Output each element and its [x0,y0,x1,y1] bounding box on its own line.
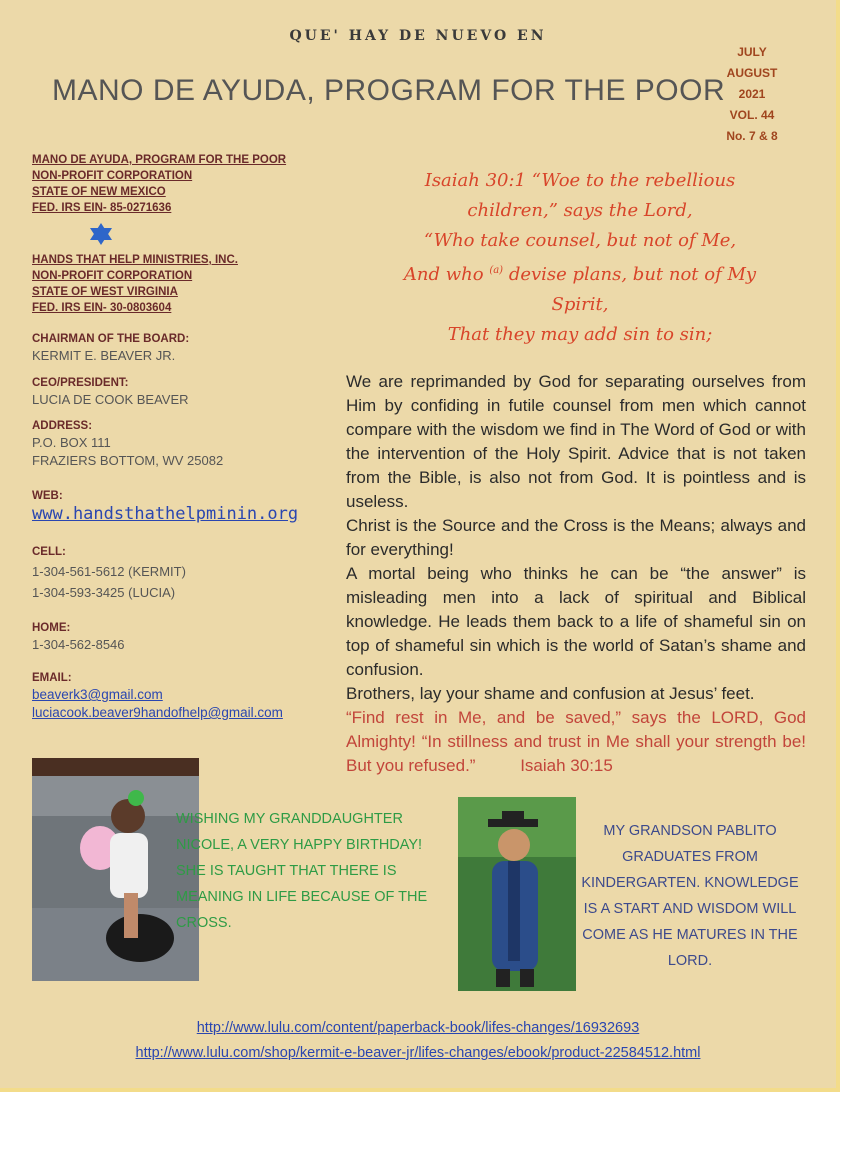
org1-line: NON-PROFIT CORPORATION [32,170,193,182]
verse-line: That they may add sin to sin; [447,324,713,345]
verse-footnote: (a) [489,265,504,276]
org1-line: MANO DE AYUDA, PROGRAM FOR THE POOR [32,154,287,166]
grandson-photo [458,797,576,991]
book-link-ebook[interactable]: http://www.lulu.com/shop/kermit-e-beaver-jr/lifes-changes/ebook/product-22584512.html [135,1045,701,1061]
web-label: WEB: [32,490,63,502]
home-phone: 1-304-562-8546 [32,637,125,652]
quote-text: “Find rest in Me, and be saved,” says the LORD, God Almighty! “In stillness and trust in Me shall your strength be! But you refused.” [346,708,806,775]
email-link[interactable]: luciacook.beaver9handofhelp@gmail.com [32,705,283,720]
scripture-verse [350,166,810,350]
issue-info [712,42,792,147]
verse-line: “Who take counsel, but not of Me, [423,230,737,251]
verse-line: children,” says the Lord, [467,200,693,221]
quote-reference: Isaiah 30:15 [520,756,613,775]
email-link[interactable]: beaverk3@gmail.com [32,687,163,702]
org1-line: STATE OF NEW MEXICO [32,186,166,198]
email-block [32,670,332,722]
org2-line: HANDS THAT HELP MINISTRIES, INC. [32,254,238,266]
address-block [32,418,327,470]
cell-block [32,544,327,602]
address-line: FRAZIERS BOTTOM, WV 25082 [32,453,224,468]
address-label: ADDRESS: [32,420,93,432]
issue-month-2: AUGUST [726,66,778,80]
cell-phone: 1-304-561-5612 (KERMIT) [32,564,186,579]
book-link-paperback[interactable]: http://www.lulu.com/content/paperback-book/lifes-changes/16932693 [196,1020,640,1036]
address-line: P.O. BOX 111 [32,435,111,450]
page-title: MANO DE AYUDA, PROGRAM FOR THE POOR [52,74,726,107]
sidebar-org-1 [32,152,327,216]
website-link[interactable]: www.handsthathelpminin.org [32,504,299,524]
verse-line: devise plans, but not of My [508,264,757,285]
ceo-label: CEO/PRESIDENT: [32,377,129,389]
chairman-label: CHAIRMAN OF THE BOARD: [32,333,190,345]
star-of-david-icon [88,222,114,246]
email-label: EMAIL: [32,672,72,684]
verse-line: Isaiah 30:1 “Woe to the rebellious [424,170,736,191]
newsletter-kicker: QUE' HAY DE NUEVO EN [289,28,547,44]
issue-number: No. 7 & 8 [726,129,778,143]
ceo-block [32,375,327,409]
article-body [346,370,806,778]
home-label: HOME: [32,622,71,634]
issue-volume: VOL. 44 [729,108,775,122]
verse-line: Spirit, [551,294,609,315]
chairman-block [32,331,327,365]
granddaughter-photo [32,758,199,981]
cell-phone: 1-304-593-3425 (LUCIA) [32,585,176,600]
sidebar-org-2 [32,252,327,316]
web-block [32,488,327,524]
verse-line: And who [403,264,484,285]
body-paragraph: We are reprimanded by God for separating ourselves from Him by confiding in futile counsel from men which cannot compare with the wisdom we find in The Word of God or with the intervention of the Holy Spirit. Advice that is not taken from the Bible, is also not from God. It is pointless and is useless. [346,372,806,511]
org2-line: NON-PROFIT CORPORATION [32,270,193,282]
grandson-caption: MY GRANDSON PABLITO GRADUATES FROM KINDERGARTEN. KNOWLEDGE IS A START AND WISDOM WILL COME AS HE MATURES IN THE LORD. [581,823,799,969]
granddaughter-caption: WISHING MY GRANDDAUGHTER NICOLE, A VERY HAPPY BIRTHDAY! SHE IS TAUGHT THAT THERE IS MEANING IN LIFE BECAUSE OF THE CROSS. [176,811,428,931]
book-links [0,1016,836,1066]
org1-line: FED. IRS EIN- 85-0271636 [32,202,172,214]
verse-line-4 [350,256,810,290]
home-block [32,620,327,654]
org2-line: FED. IRS EIN- 30-0803604 [32,302,172,314]
ceo-name: LUCIA DE COOK BEAVER [32,392,189,407]
chairman-name: KERMIT E. BEAVER JR. [32,348,176,363]
issue-year: 2021 [738,87,766,101]
org2-line: STATE OF WEST VIRGINIA [32,286,178,298]
body-paragraph: Brothers, lay your shame and confusion at Jesus’ feet. [346,684,755,703]
body-quote [346,706,806,778]
issue-month-1: JULY [737,45,767,59]
body-paragraph: Christ is the Source and the Cross is the Means; always and for everything! [346,516,806,559]
cell-label: CELL: [32,546,66,558]
body-paragraph: A mortal being who thinks he can be “the answer” is misleading men into a lack of spiritual and Biblical knowledge. He leads them back to a life of shameful sin on top of shameful sin which is the world of Satan’s shame and confusion. [346,564,806,679]
